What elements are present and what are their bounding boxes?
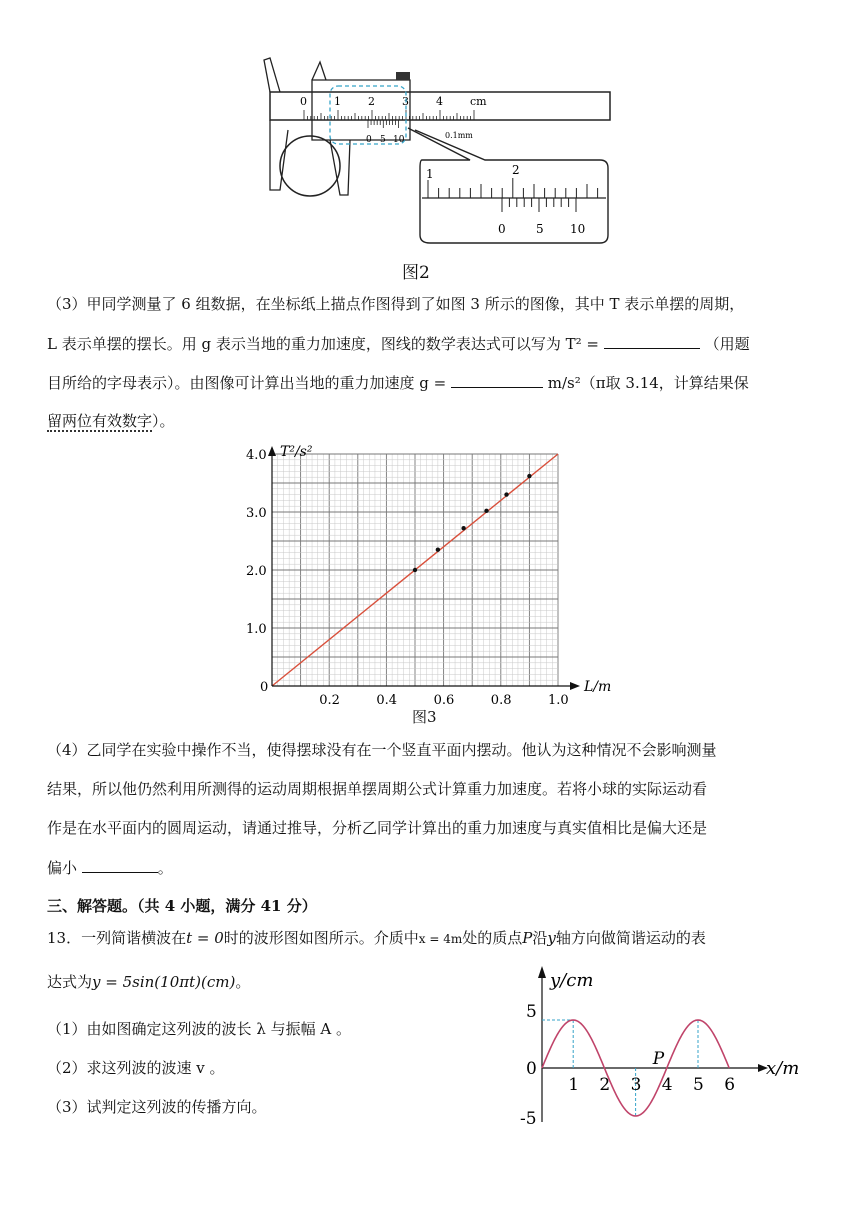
q3-line-2: [47, 333, 817, 354]
x-axis-arrow-icon: [570, 682, 580, 690]
q3-answer-blank-2[interactable]: [451, 372, 543, 388]
origin-label: 0: [260, 680, 269, 695]
figure-3-caption: 图3: [412, 708, 437, 726]
vernier-label-10: 10: [393, 135, 405, 145]
y-tick-label: 4.0: [246, 448, 267, 463]
x-axis-label: L/m: [584, 679, 612, 695]
main-scale-label-2: 2: [368, 95, 375, 108]
main-scale-label-4: 4: [436, 95, 443, 108]
wave-x-tick-label: 1: [568, 1075, 580, 1095]
q3-emphasis-text: 留两位有效数字: [47, 412, 153, 430]
data-point-4: [484, 509, 488, 513]
q13-sub-1: （1）由如图确定这列波的波长 λ 与振幅 A 。: [47, 1020, 351, 1038]
data-point-2: [436, 548, 440, 552]
x-tick-label: 0.8: [490, 693, 512, 708]
q13-equation: y = 5sin(10πt)(cm): [92, 973, 236, 991]
zoom-main-label-2: 2: [512, 163, 520, 177]
x-tick-label: 0.2: [319, 693, 340, 708]
main-scale-label-3: 3: [402, 95, 409, 108]
fixed-upper-jaw: [264, 58, 280, 92]
q4-answer-blank[interactable]: [82, 857, 158, 873]
wave-x-tick-label: 4: [661, 1075, 673, 1095]
q13-line-1: [47, 928, 817, 949]
q13-text-2c: 。: [235, 973, 251, 991]
wave-x-tick-label: 3: [630, 1075, 642, 1095]
q3-line-4: [47, 411, 817, 431]
q13-text-g: 沿: [532, 929, 548, 947]
lock-screw: [396, 72, 410, 80]
q13-sub-2: （2）求这列波的波速 v 。: [47, 1059, 225, 1077]
measured-ball: [280, 136, 340, 196]
y-tick-label: 1.0: [246, 622, 267, 637]
main-scale-label-0: 0: [300, 95, 307, 108]
wave-y-axis-arrow-icon: [538, 966, 546, 978]
q4-line-1: （4）乙同学在实验中操作不当，使得摆球没有在一个竖直平面内摆动。他认为这种情况不会影响测量: [47, 741, 717, 759]
q13-y-axis-symbol: y: [547, 929, 556, 947]
q4-line-4-end: 。: [157, 859, 173, 877]
y-tick-label: 3.0: [246, 506, 267, 521]
vernier-slider: [312, 80, 410, 140]
q3-line-3-end: m/s²（π取 3.14，计算结果保: [547, 374, 749, 392]
wave-y-tick-5: 5: [526, 1002, 537, 1022]
q13-text-i: 轴方向做简谐运动的表: [555, 929, 706, 947]
figure-2-caption: 图2: [402, 263, 430, 283]
wave-y-tick-neg5: -5: [520, 1109, 537, 1129]
fixed-lower-jaw: [270, 120, 288, 190]
q13-text-c: 时的波形图如图所示。介质中: [223, 929, 419, 947]
q3-line-3: [47, 372, 817, 393]
x-tick-label: 0.6: [433, 693, 455, 708]
q4-line-4-text: 偏小: [47, 859, 78, 877]
wave-point-p-label: P: [652, 1049, 665, 1069]
q13-t0: t = 0: [186, 929, 224, 947]
wave-origin-label: 0: [526, 1059, 537, 1079]
vernier-caliper-figure: [240, 50, 620, 250]
zoom-main-label-1: 1: [426, 167, 434, 181]
data-point-5: [504, 492, 508, 496]
q3-line-2-text: L 表示单摆的摆长。用 g 表示当地的重力加速度，图线的数学表达式可以写为 T² =: [47, 335, 599, 353]
t2-vs-l-chart: [240, 440, 630, 725]
q4-line-2: 结果，所以他仍然利用所测得的运动周期根据单摆周期公式计算重力加速度。若将小球的实际运动看: [47, 780, 708, 798]
vernier-label-0: 0: [366, 135, 372, 145]
zoom-vernier-label-5: 5: [536, 222, 544, 236]
q3-line-2-end: （用题: [704, 335, 750, 353]
y-axis-label: T²/s²: [280, 444, 313, 460]
q13-text-a: 13．一列简谐横波在: [47, 929, 187, 947]
wave-y-label: y/cm: [550, 970, 594, 991]
precision-label: 0.1mm: [445, 131, 473, 140]
q3-line-1: （3）甲同学测量了 6 组数据，在坐标纸上描点作图得到了如图 3 所示的图像，其中 T 表示单摆的周期，: [47, 295, 745, 313]
q3-answer-blank-1[interactable]: [604, 333, 700, 349]
wave-x-tick-label: 5: [693, 1075, 704, 1095]
q13-point-p: P: [522, 929, 533, 947]
q4-line-4: [47, 857, 817, 878]
q13-text-2a: 达式为: [47, 973, 93, 991]
main-scale-label-1: 1: [334, 95, 341, 108]
data-point-3: [461, 526, 465, 530]
y-axis-arrow-icon: [268, 446, 276, 456]
wave-x-label: x/m: [766, 1058, 800, 1079]
x-tick-label: 0.4: [376, 693, 398, 708]
q3-line-3-text: 目所给的字母表示）。由图像可计算出当地的重力加速度 g =: [47, 374, 447, 392]
y-tick-label: 2.0: [246, 564, 267, 579]
q13-sub-3: （3）试判定这列波的传播方向。: [47, 1098, 267, 1116]
q4-line-3: 作是在水平面内的圆周运动，请通过推导，分析乙同学计算出的重力加速度与真实值相比是偏大还是: [47, 819, 708, 837]
q13-text-e: 处的质点: [462, 929, 523, 947]
x-tick-label: 1.0: [548, 693, 569, 708]
q13-x4m: x = 4m: [418, 932, 463, 946]
vernier-label-5: 5: [380, 135, 386, 145]
zoom-vernier-label-10: 10: [570, 222, 586, 236]
wave-x-tick-label: 6: [724, 1075, 736, 1095]
wave-graph: [516, 962, 816, 1137]
data-point-6: [527, 474, 531, 478]
q3-line-4-end: ）。: [152, 412, 175, 430]
zoom-vernier-label-0: 0: [498, 222, 506, 236]
section-3-title: 三、解答题。（共 4 小题，满分 41 分）: [47, 897, 317, 915]
data-point-1: [413, 568, 417, 572]
wave-x-tick-label: 2: [599, 1075, 611, 1095]
main-scale-unit: cm: [470, 95, 487, 108]
